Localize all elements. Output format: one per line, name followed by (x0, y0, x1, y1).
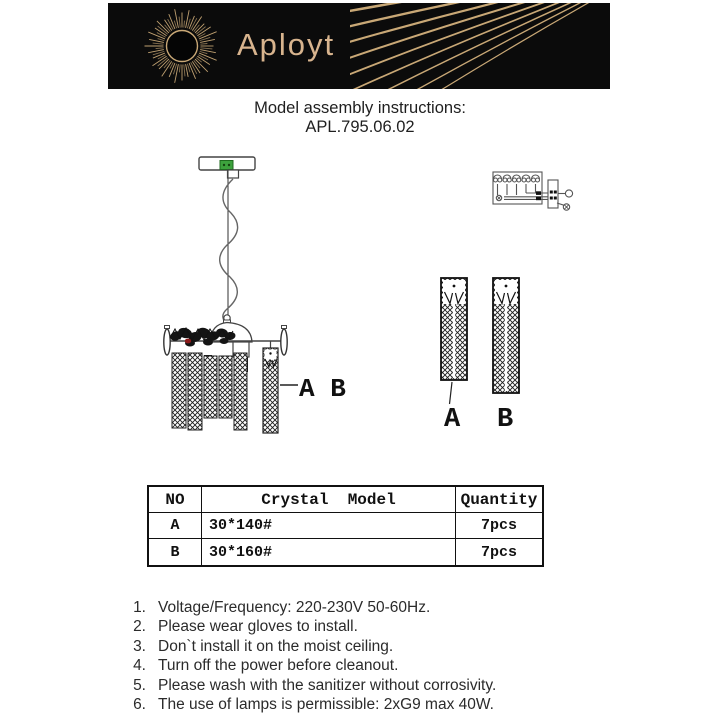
table-row-a-model: 30*140# (202, 513, 456, 539)
table-row-a-no: A (149, 513, 202, 539)
assembly-diagram (100, 145, 620, 475)
instruction-item-3 (127, 637, 607, 656)
instruction-item-1 (127, 598, 607, 617)
instruction-item-2 (127, 617, 607, 636)
instruction-number: 4. (133, 657, 146, 675)
instruction-number: 2. (133, 618, 146, 636)
instruction-number: 6. (133, 695, 146, 713)
crystal-strips-drawing (172, 353, 247, 430)
brand-banner (108, 3, 610, 89)
instruction-number: 3. (133, 637, 146, 655)
instruction-item-4 (127, 656, 607, 675)
instruction-item-5 (127, 676, 607, 695)
ceiling-canopy-drawing (199, 157, 255, 178)
instruction-text: Voltage/Frequency: 220-230V 50-60Hz. (158, 599, 431, 616)
table-header-no: NO (149, 487, 202, 513)
table-row-a-qty: 7pcs (456, 513, 542, 539)
instruction-number: 5. (133, 676, 146, 694)
instruction-text: Please wash with the sanitizer without corrosivity. (158, 676, 497, 694)
wiring-diagram (493, 172, 573, 210)
page-title: Model assembly instructions: (254, 99, 466, 117)
crystal-a-drawing (441, 278, 467, 435)
instruction-text: Turn off the power before cleanout. (158, 657, 399, 675)
instruction-item-6 (127, 695, 607, 714)
table-row-b-no: B (149, 539, 202, 565)
brand-logo-text: Aployt (237, 27, 336, 62)
crystal-parts-table (147, 485, 544, 567)
pendant-lamp-drawing (164, 315, 346, 433)
table-row-b-qty: 7pcs (480, 543, 517, 561)
suspension-cable-drawing (220, 170, 238, 325)
instruction-text: The use of lamps is permissible: 2xG9 max 40W. (158, 695, 494, 713)
red-detail (185, 339, 191, 344)
instruction-text: Don`t install it on the moist ceiling. (158, 637, 394, 655)
table-row-b-model: 30*160# (202, 539, 456, 565)
instruction-text: Please wear gloves to install. (158, 618, 358, 636)
detached-crystal-strip-drawing (263, 341, 278, 433)
instruction-number: 1. (133, 599, 146, 616)
crystal-b-drawing (493, 278, 519, 435)
sunburst-logo-icon (108, 3, 258, 89)
crystal-a-label: A (444, 405, 461, 435)
crystal-b-label: B (497, 405, 514, 435)
fixture-crystals-label: A B (299, 374, 346, 404)
ray-decoration-icon (350, 3, 610, 89)
table-header-model: Crystal Model (202, 487, 456, 513)
model-number: APL.795.06.02 (305, 118, 415, 136)
instruction-list (127, 598, 607, 714)
table-header-quantity: Quantity (456, 487, 542, 513)
